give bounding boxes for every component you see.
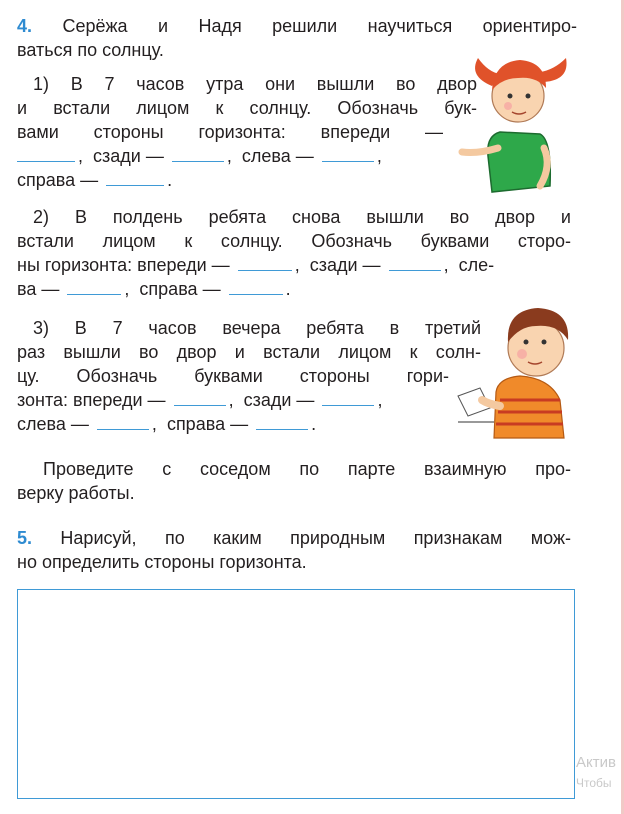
q2-line1: 2) В полдень ребята снова вышли во двор и	[33, 207, 571, 227]
q2-back-blank[interactable]	[389, 269, 441, 271]
peer-check-line1: Проведите с соседом по парте взаимную про-	[43, 459, 571, 479]
q2-front-blank[interactable]	[238, 269, 292, 271]
task4-intro-text1: Серёжа и Надя решили научиться ориентиро-	[62, 16, 577, 36]
boy-eye	[524, 340, 529, 345]
q2-line3: ны горизонта: впереди — , сзади — , сле-	[17, 255, 495, 275]
q2-right-blank[interactable]	[229, 293, 283, 295]
girl-eye	[508, 94, 513, 99]
task5-number: 5.	[17, 528, 33, 548]
q3-line5: слева — , справа — .	[17, 414, 317, 434]
q3-left-blank[interactable]	[97, 428, 149, 430]
girl-cheek	[504, 102, 512, 110]
peer-check-line2: верку работы.	[17, 483, 135, 503]
q1-left-blank[interactable]	[322, 160, 374, 162]
q2-line4: ва — , справа — .	[17, 279, 291, 299]
girl-illustration	[448, 36, 578, 196]
q3-line4: зонта: впереди — , сзади — ,	[17, 390, 383, 410]
watermark-line2: Чтобы	[576, 776, 612, 790]
q2-line2: встали лицом к солнцу. Обозначь буквами сторо-	[17, 231, 571, 251]
task5-line2: но определить стороны горизонта.	[17, 552, 307, 572]
q3-line2: раз вышли во двор и встали лицом к солн-	[17, 342, 481, 362]
q1-right-blank[interactable]	[106, 184, 164, 186]
girl-eye-2	[526, 94, 531, 99]
q1-line5: справа — .	[17, 170, 173, 190]
q3-line3: цу. Обозначь буквами стороны гори-	[17, 366, 449, 386]
q2-left-blank[interactable]	[67, 293, 121, 295]
q3-back-blank[interactable]	[322, 404, 374, 406]
q3-right-blank[interactable]	[256, 428, 308, 430]
boy-eye-2	[542, 340, 547, 345]
q3-front-blank[interactable]	[174, 404, 226, 406]
q3-line1: 3) В 7 часов вечера ребята в третий	[33, 318, 481, 338]
task4-intro-line2: ваться по солнцу.	[17, 40, 164, 60]
girl-pigtail-right	[540, 58, 567, 82]
boy-cheek	[517, 349, 527, 359]
task4-intro-line1	[17, 15, 577, 37]
q1-back-blank[interactable]	[172, 160, 224, 162]
girl-arm-left	[462, 148, 498, 153]
drawing-box[interactable]	[17, 589, 575, 799]
task4-number: 4.	[17, 16, 33, 36]
q1-line3: вами стороны горизонта: впереди —	[17, 122, 443, 142]
q1-line1: 1) В 7 часов утра они вышли во двор	[33, 74, 477, 94]
q1-front-blank[interactable]	[17, 160, 75, 162]
q1-line4: , сзади — , слева — ,	[17, 145, 382, 167]
q1-line2: и встали лицом к солнцу. Обозначь бук-	[17, 98, 477, 118]
boy-shirt	[494, 376, 564, 438]
boy-illustration	[450, 296, 580, 442]
watermark-line1: Актив	[576, 754, 616, 771]
task5-line1: 5. Нарисуй, по каким природным признакам мож-	[17, 528, 571, 548]
